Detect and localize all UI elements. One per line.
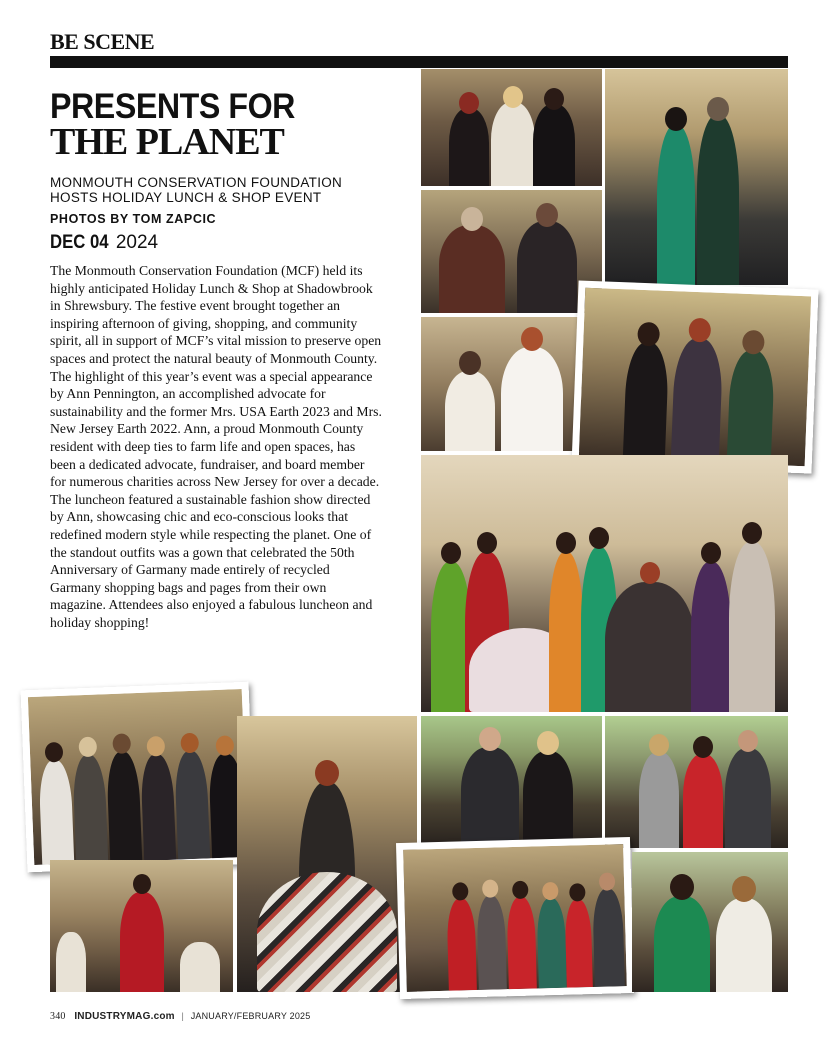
- photo-newspaper-gown: [237, 716, 417, 992]
- page-footer: [50, 1011, 310, 1022]
- dateline: [50, 232, 158, 254]
- footer-separator: |: [181, 1011, 184, 1021]
- photo-three-women-framed: [572, 280, 819, 473]
- subhead-line-2: HOSTS HOLIDAY LUNCH & SHOP EVENT: [50, 190, 322, 205]
- photo-trio-women: [421, 69, 602, 186]
- issue-date: JANUARY/FEBRUARY 2025: [190, 1011, 311, 1021]
- headline-line-2: THE PLANET: [50, 121, 284, 164]
- photo-group-red-framed: [396, 837, 634, 999]
- photo-two-men: [421, 190, 602, 313]
- subhead: [50, 175, 410, 205]
- headline-line-1: PRESENTS FOR: [50, 87, 295, 126]
- magazine-name: INDUSTRYMAG.com: [74, 1011, 175, 1022]
- section-label: BE SCENE: [50, 29, 155, 54]
- headline: [50, 87, 410, 164]
- article-body: The Monmouth Conservation Foundation (MCF) held its highly anticipated Holiday Lunch & Shop at Shadowbrook in Shrewsbury. The festive event brought together an inspiring afternoon of giving, shopping, and community spirit, all in support of MCF’s vital mission to preserve open spaces and protect the natural beauty of Monmouth County. The highlight of this year’s event was a special appearance by Ann Pennington, an accomplished advocate for sustainability and the former Mrs. USA Earth 2023 and Mrs. New Jersey Earth 2022. Ann, a proud Monmouth County resident with deep ties to farm life and open spaces, has been a dedicated advocate, fundraiser, and board member for numerous charities across New Jersey for over a decade. The luncheon featured a sustainable fashion show directed by Ann, showcasing chic and eco-conscious looks that redefined modern style while respecting the planet. One of the standout outfits was a gown that celebrated the 50th Anniversary of Garmany made entirely of recycled Garmany shopping bags and pages from their own magazine. Attendees also enjoyed a fabulous luncheon and holiday shopping!: [50, 263, 382, 630]
- page-number: 340: [50, 1011, 66, 1022]
- photo-three-guests: [605, 716, 788, 848]
- subhead-line-1: MONMOUTH CONSERVATION FOUNDATION: [50, 175, 343, 190]
- photo-man-woman-1: [421, 716, 602, 843]
- photo-credit: PHOTOS BY TOM ZAPCIC: [50, 212, 217, 226]
- photo-red-gown-room: [50, 860, 233, 992]
- photo-two-women-green: [632, 852, 788, 992]
- photo-group-fashion-show: [421, 455, 788, 712]
- photo-green-jumpsuit-pair: [605, 69, 788, 285]
- photo-group-women-framed: [21, 682, 256, 873]
- top-rule: [50, 56, 788, 68]
- photo-two-women-white: [421, 317, 581, 451]
- date-year: 2024: [115, 232, 159, 253]
- date-day-month: DEC 04: [50, 232, 109, 253]
